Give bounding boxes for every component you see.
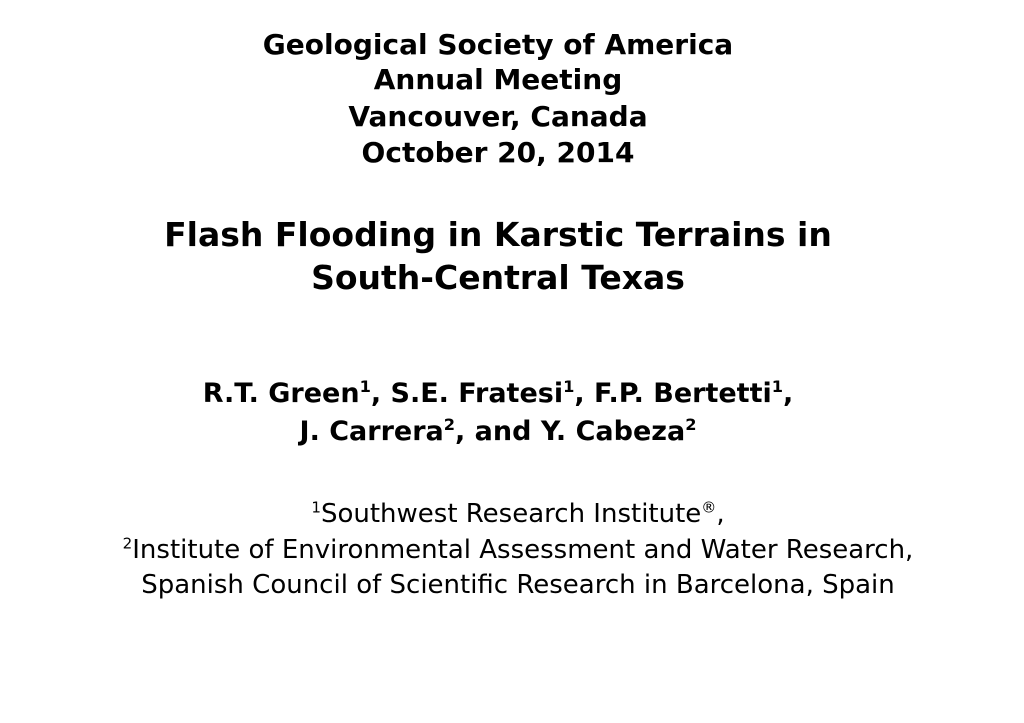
author-name: , S.E. Fratesi	[370, 378, 564, 409]
registered-trademark-symbol: ®	[701, 498, 717, 517]
author-name: , F.P. Bertetti	[574, 378, 772, 409]
author-separator: ,	[783, 378, 794, 409]
affiliation-line-3: Spanish Council of Scientific Research in Barcelona, Spain	[141, 570, 895, 600]
affiliation-marker: 2	[685, 415, 697, 434]
affiliation-marker: 1	[771, 377, 784, 396]
author-name: , and Y. Cabeza	[455, 416, 686, 447]
author-name: J. Carrera	[299, 416, 444, 447]
affiliation-marker: 1	[359, 377, 371, 396]
author-list-line-1	[0, 375, 996, 412]
affiliation-line-2	[0, 533, 1024, 567]
meeting-name-line: Geological Society of America	[262, 28, 734, 61]
author-list-line-2	[0, 413, 996, 450]
affiliation-text: Institute of Environmental Assessment and Water Research,	[132, 535, 914, 565]
author-name: R.T. Green	[202, 378, 360, 409]
affiliation-marker: 2	[122, 534, 133, 553]
affiliation-marker: 1	[563, 377, 575, 396]
affiliation-marker: 2	[443, 415, 456, 434]
affiliation-text: Southwest Research Institute	[320, 499, 702, 529]
affiliation-separator: ,	[716, 499, 725, 529]
presentation-title-line-1: Flash Flooding in Karstic Terrains in	[164, 215, 832, 254]
meeting-type-line: Annual Meeting	[373, 63, 623, 96]
presentation-title-line-2: South-Central Texas	[311, 258, 685, 297]
affiliation-line-1	[0, 497, 1024, 531]
affiliation-marker: 1	[311, 498, 321, 517]
meeting-date-line: October 20, 2014	[361, 136, 635, 169]
meeting-location-line: Vancouver, Canada	[348, 100, 648, 133]
